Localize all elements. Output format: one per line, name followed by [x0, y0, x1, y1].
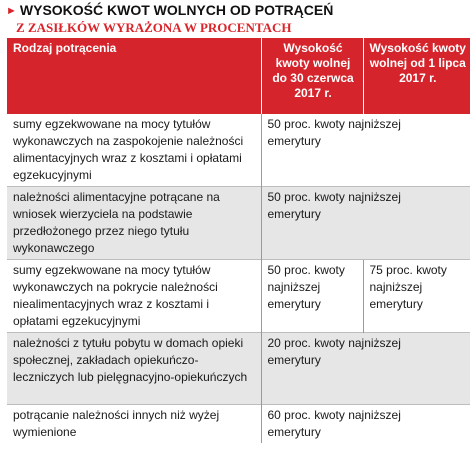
table-row [7, 187, 470, 260]
table-row [7, 260, 470, 333]
header-deduction-type: Rodzaj potrącenia [13, 41, 117, 55]
deduction-type-cell: sumy egzekwowane na mocy tytułów wykonawczych na zaspokojenie należności alimentacyjnych wraz z kosztami i opłatami egzekucyjnymi [7, 114, 261, 187]
free-amount-until-june-cell: 50 proc. kwoty najniższej emerytury [261, 260, 363, 333]
header-free-amount-from-july: Wysokość kwoty wolnej od 1 lipca 2017 r. [363, 38, 470, 114]
free-amount-cell: 50 proc. kwoty najniższej emerytury [261, 187, 470, 260]
table-row [7, 405, 470, 444]
deduction-type-cell: sumy egzekwowane na mocy tytułów wykonawczych na pokrycie należności niealimentacyjnych wraz z kosztami i opłatami egzekucyjnymi [7, 260, 261, 333]
arrow-right-icon: ► [6, 5, 17, 17]
table-header-row [7, 38, 470, 114]
deductions-table [7, 38, 470, 443]
deduction-type-cell: potrącanie należności innych niż wyżej wymienione [7, 405, 261, 444]
table-title [6, 2, 468, 36]
header-free-amount-until-june: Wysokość kwoty wolnej do 30 czerwca 2017 r. [261, 38, 363, 114]
table-row [7, 333, 470, 405]
title-line-1: WYSOKOŚĆ KWOT WOLNYCH OD POTRĄCEŃ [19, 2, 334, 18]
free-amount-cell: 50 proc. kwoty najniższej emerytury [261, 114, 470, 187]
free-amount-cell: 20 proc. kwoty najniższej emerytury [261, 333, 470, 405]
deduction-type-cell: należności alimentacyjne potrącane na wniosek wierzyciela na podstawie przedłożonego przez niego tytułu wykonawczego [7, 187, 261, 260]
title-line-2: Z ZASIŁKÓW WYRAŻONA W PROCENTACH [16, 20, 292, 35]
free-amount-cell: 60 proc. kwoty najniższej emerytury [261, 405, 470, 444]
deduction-type-cell: należności z tytułu pobytu w domach opieki społecznej, zakładach opiekuńczo-leczniczych lub pielęgnacyjno-opiekuńczych [7, 333, 261, 405]
free-amount-from-july-cell: 75 proc. kwoty najniższej emerytury [363, 260, 470, 333]
table-row [7, 114, 470, 187]
